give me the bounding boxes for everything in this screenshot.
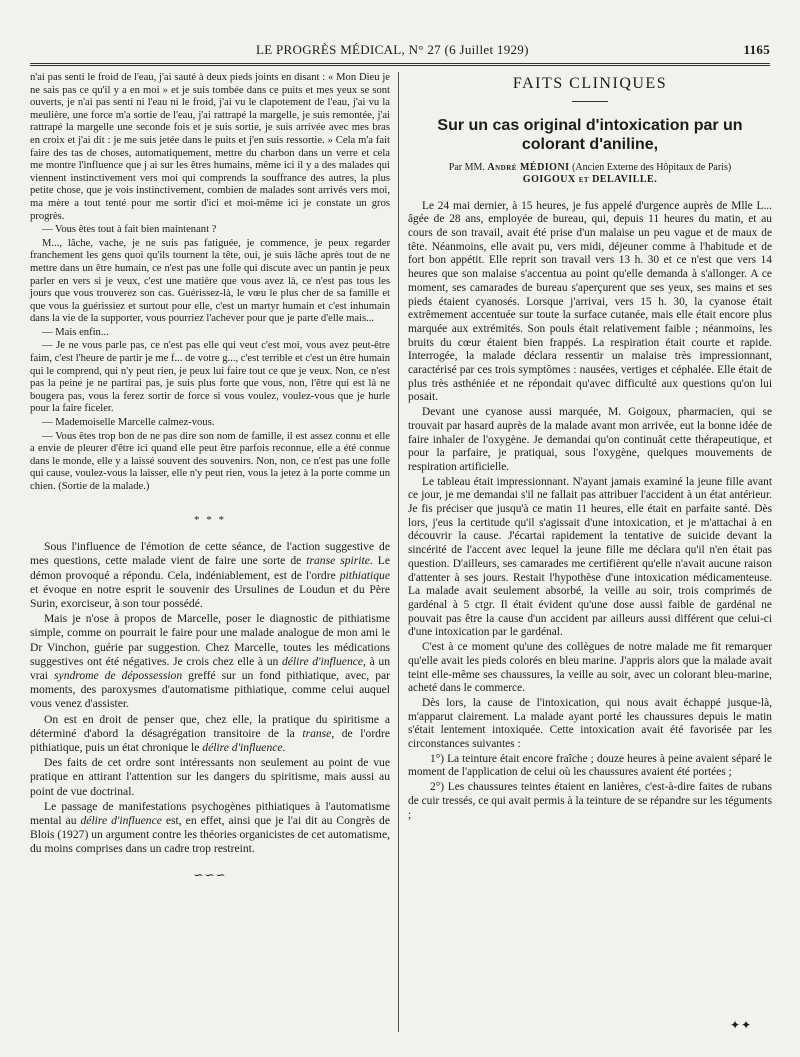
running-header [30, 42, 770, 62]
article-paragraph-4: C'est à ce moment qu'une des collègues de notre malade me fit remarquer qu'elle avait les pieds colorés en bleu marine. J'appris alors que la malade avait teint elle-même ses chaussures, la veille au soir, avec un colorant bleu-marine, acheté dans le commerce. [408, 641, 772, 695]
end-ornament: ∽∽∽ [193, 867, 227, 882]
author-secondary: GOIGOUX et DELAVILLE. [522, 173, 658, 185]
left-paragraph-3: M..., lâche, vache, je ne suis pas fatiguée, je commence, je peux regarder franchement les gens quoi qu'ils tournent la tête, oui, je suis lâche après tout de ne mettre dans un être humain, ce n'est pas une folle qui discute avec un pantin je peux parler en vers si je veux, c'est une matière que vous avez là, ce n'est pas tous les jours que vous trouverez son cas. Guérissez-là, le vœu le plus cher de sa famille et que vous la guérissiez et surtout pour elle, c'est un martyr humain et c'est inhumain dans la vie de la supporter, vous pourriez l'achever pour que je parte d'elle mais... [30, 237, 390, 325]
commentary-block [30, 540, 390, 856]
section-rule [572, 101, 608, 102]
article-paragraph-5: Dès lors, la cause de l'intoxication, qui nous avait échappé jusque-là, m'apparut clairement. La malade ayant porté les chaussures depuis le matin s'était lentement intoxiquée. Cette intoxication avait été favorisée par les circonstances suivantes : [408, 696, 772, 751]
article-item-2: 2°) Les chaussures teintes étaient en lanières, c'est-à-dire faites de rubans de cuir tressés, ce qui avait permis à la teinture de se répandre sur les téguments ; [408, 781, 772, 821]
commentary-paragraph-2: Mais je n'ose à propos de Marcelle, poser le diagnostic de pithiatisme simple, comme on pourrait le faire pour une malade analogue de mon ami le Dr Vinchon, guérie par suggestion. Chez Marcelle, toutes les médications suggestives ont été négatives. Je crois chez elle à un délire d'influence, à un vrai syndrome de dépossession greffé sur un fond pithiatique, avec, par moments, des paroxysmes d'automatisme pithiatique, comme celui auquel vous venez d'assister. [30, 612, 390, 711]
right-column [408, 72, 772, 823]
commentary-paragraph-1: Sous l'influence de l'émotion de cette séance, de l'action suggestive de mes questions, cette malade vient de faire une sorte de transe spirite. Le démon provoqué a répondu. Cela, indéniablement, est de l'ordre pithiatique et évoque en notre esprit le souvenir des Ursulines de Loudun et du Père Surin, exorciseur, à son tour possédé. [30, 540, 390, 610]
article-paragraph-3: Le tableau était impressionnant. N'ayant jamais examiné la jeune fille avant ce jour, je me demandai s'il ne fallait pas attribuer l'accident à un état antérieur. Je fis préciser que jusqu'à ce matin 11 heures, elle était en parfaite santé. Dès lors, j'eus la certitude qu'il s'agissait d'une intoxication, et je m'attachai à en découvrir la cause. J'écartai rapidement la tentative de suicide devant la sincérité de l'accent avec lequel la jeune fille me déclara qu'il n'en était pas question. D'ailleurs, ses camarades me certifièrent qu'elle n'avait aucune raison d'attenter à ses jours. Restait l'hypothèse d'une intoxication médicamenteuse. La malade avait seulement absorbé, la veille au soir, trois comprimés de gardénal à 5 ctgr. Il était évident qu'une dose aussi faible de gardénal ne pouvait pas être la cause d'un accident par ailleurs aussi différent que celui-ci d'une intoxication par le gardénal. [408, 475, 772, 639]
running-title: LE PROGRÈS MÉDICAL, N° 27 (6 Juillet 1929) [256, 42, 529, 57]
commentary-paragraph-3: On est en droit de penser que, chez elle, la pratique du spiritisme a déterminé d'abord la désagrégation transitoire de la transe, de l'ordre pithiatique, puis un état chronique le délire d'influence. [30, 712, 390, 755]
page-ornament: ✦✦ [730, 1018, 753, 1032]
section-title: FAITS CLINIQUES [512, 75, 668, 92]
left-column [30, 72, 390, 881]
column-divider [398, 72, 399, 1032]
left-paragraph-4: — Mais enfin... [42, 326, 109, 338]
left-paragraph-6: — Mademoiselle Marcelle calmez-vous. [42, 417, 215, 429]
page-number: 1165 [743, 42, 770, 57]
commentary-paragraph-4: Des faits de cet ordre sont intéressants non seulement au point de vue pratique en attirant l'attention sur les dangers du spiritisme, mais aussi au point de vue doctrinal. [30, 756, 390, 798]
article-paragraph-2: Devant une cyanose aussi marquée, M. Goigoux, pharmacien, qui se trouvait par hasard auprès de la malade avant mon arrivée, eut la bonne idée de faire inhaler de l'oxygène. Je demandai qu'on continuât cette thérapeutique, et pour la parfaire, je pratiquai, sous l'oxygène, quelques mouvements de respiration artificielle. [408, 406, 772, 473]
author-affiliation: (Ancien Externe des Hôpitaux de Paris) [569, 161, 732, 173]
byline: Par MM. André MÉDIONI (Ancien Externe des Hôpitaux de Paris) GOIGOUX et DELAVILLE. [448, 161, 732, 185]
left-paragraph-2: — Vous êtes tout à fait bien maintenant ? [42, 224, 217, 236]
author-primary: André MÉDIONI [487, 161, 570, 173]
asterism-separator: * * * [194, 513, 226, 526]
left-paragraph-7: — Vous êtes trop bon de ne pas dire son nom de famille, il est assez connu et elle a envie de pleurer d'être ici quand elle peut être parfois reconnue, elle a été connue dans le monde, elle y a laissé souvent des souvenirs. Non, non, ce n'est pas une folle qui cause, voulez-vous la laisser, elle n'y peut rien, vous la jetez à la porte comme un chien. (Sortie de la malade.) [30, 430, 390, 492]
article-paragraph-1: Le 24 mai dernier, à 15 heures, je fus appelé d'urgence auprès de Mlle L... âgée de 28 ans, employée de bureau, qui, depuis 11 heures du matin, et au cours de son travail, avait été prise d'un malaise un peu vague et de maux de tête. Néanmoins, elle avait pu, vers midi, déjeuner comme à l'habitude et de fort bon appétit. Elle reprit son travail vers 13 h. 30 et ce n'est que vers 14 heures que son malaise s'accentua au point qu'elle demanda à s'allonger. A ce moment, ses camarades de bureau s'aperçurent que ses yeux, ses mains et ses pieds étaient cyanosés. Lorsque j'arrivai, vers 15 h. 30, la cyanose était extrêmement accentuée sur toute la surface cutanée, mais elle était encore plus marquée aux extrémités. Son pouls était relativement faible ; néanmoins, les bruits du cœur étaient bien frappés. La respiration était courte et rapide. Interrogée, la malade déclara ressentir un malaise très impressionnant, caractérisé par ces trois symptômes : nausées, vertiges et céphalée. Elle était de plus très asthéniée et ne répondait qu'avec difficulté aux questions qu'on lui posait. [408, 199, 772, 404]
commentary-paragraph-5: Le passage de manifestations psychogènes pithiatiques à l'automatisme mental au délire d'influence est, en effet, ainsi que je l'ai dit au Congrès de Blois (1927) un argument contre les théories organicistes de cet automatisme, du moins comprises dans un cadre trop restreint. [30, 799, 390, 856]
article-body [408, 200, 772, 823]
left-paragraph-1: n'ai pas senti le froid de l'eau, j'ai sauté à deux pieds joints en disant : « Mon Dieu je ne sais pas ce qu'il y a en moi » et je suis tombée dans ce puits et mes yeux se sont ouverts, je n'ai pas senti ni l'eau ni le froid, j'ai vu le clapotement de l'eau, j'ai vu la meulière, une force m'a sortie de l'eau, j'ai rattrapé la margelle, je suis remontée, j'ai rattrapé la margelle une seconde fois et je suis sortie, je suis arrivée avec mes bras en croix et j'ai dit : je me suis jetée dans le puits et j'en suis ressortie. » Cela m'a fait faire des tas de choses, automatiquement, mettre du charbon dans un verre et cela me montre l'influence que j ai sur les êtres humains, même ici il y a des malades qui viennent instinctivement vers moi qui comprends la souffrance des autres, la plus petite chose, que je vois instinctivement, combien de malades sont arrivés vers moi, ma mère a tout tenté pour me sortir d'ici et moi-même ici je constate un gros progrès. [30, 72, 390, 222]
header-rule [30, 63, 770, 66]
article-item-1: 1°) La teinture était encore fraîche ; douze heures à peine avaient séparé le moment de l'application de celui où les chaussures avaient été portées ; [408, 752, 772, 779]
left-paragraph-5: — Je ne vous parle pas, ce n'est pas elle qui veut c'est moi, vous avez peut-être faim, c'est l'heure de partir je me f... de votre g..., c'est terrible et c'est un être humain qui le comprend, qui n'y peut rien, je peux lui faire tout ce que je veux. Non, ce n'est pas la peine je ne partirai pas, je suis plus forte que vous, non, l'être qui est là ne bougera pas, vous la ferez sortir de force si vous voulez, voulez-vous que je hurle pour la faire ficeler. [30, 340, 390, 415]
article-title: Sur un cas original d'intoxication par un colorant d'aniline, [437, 116, 743, 153]
